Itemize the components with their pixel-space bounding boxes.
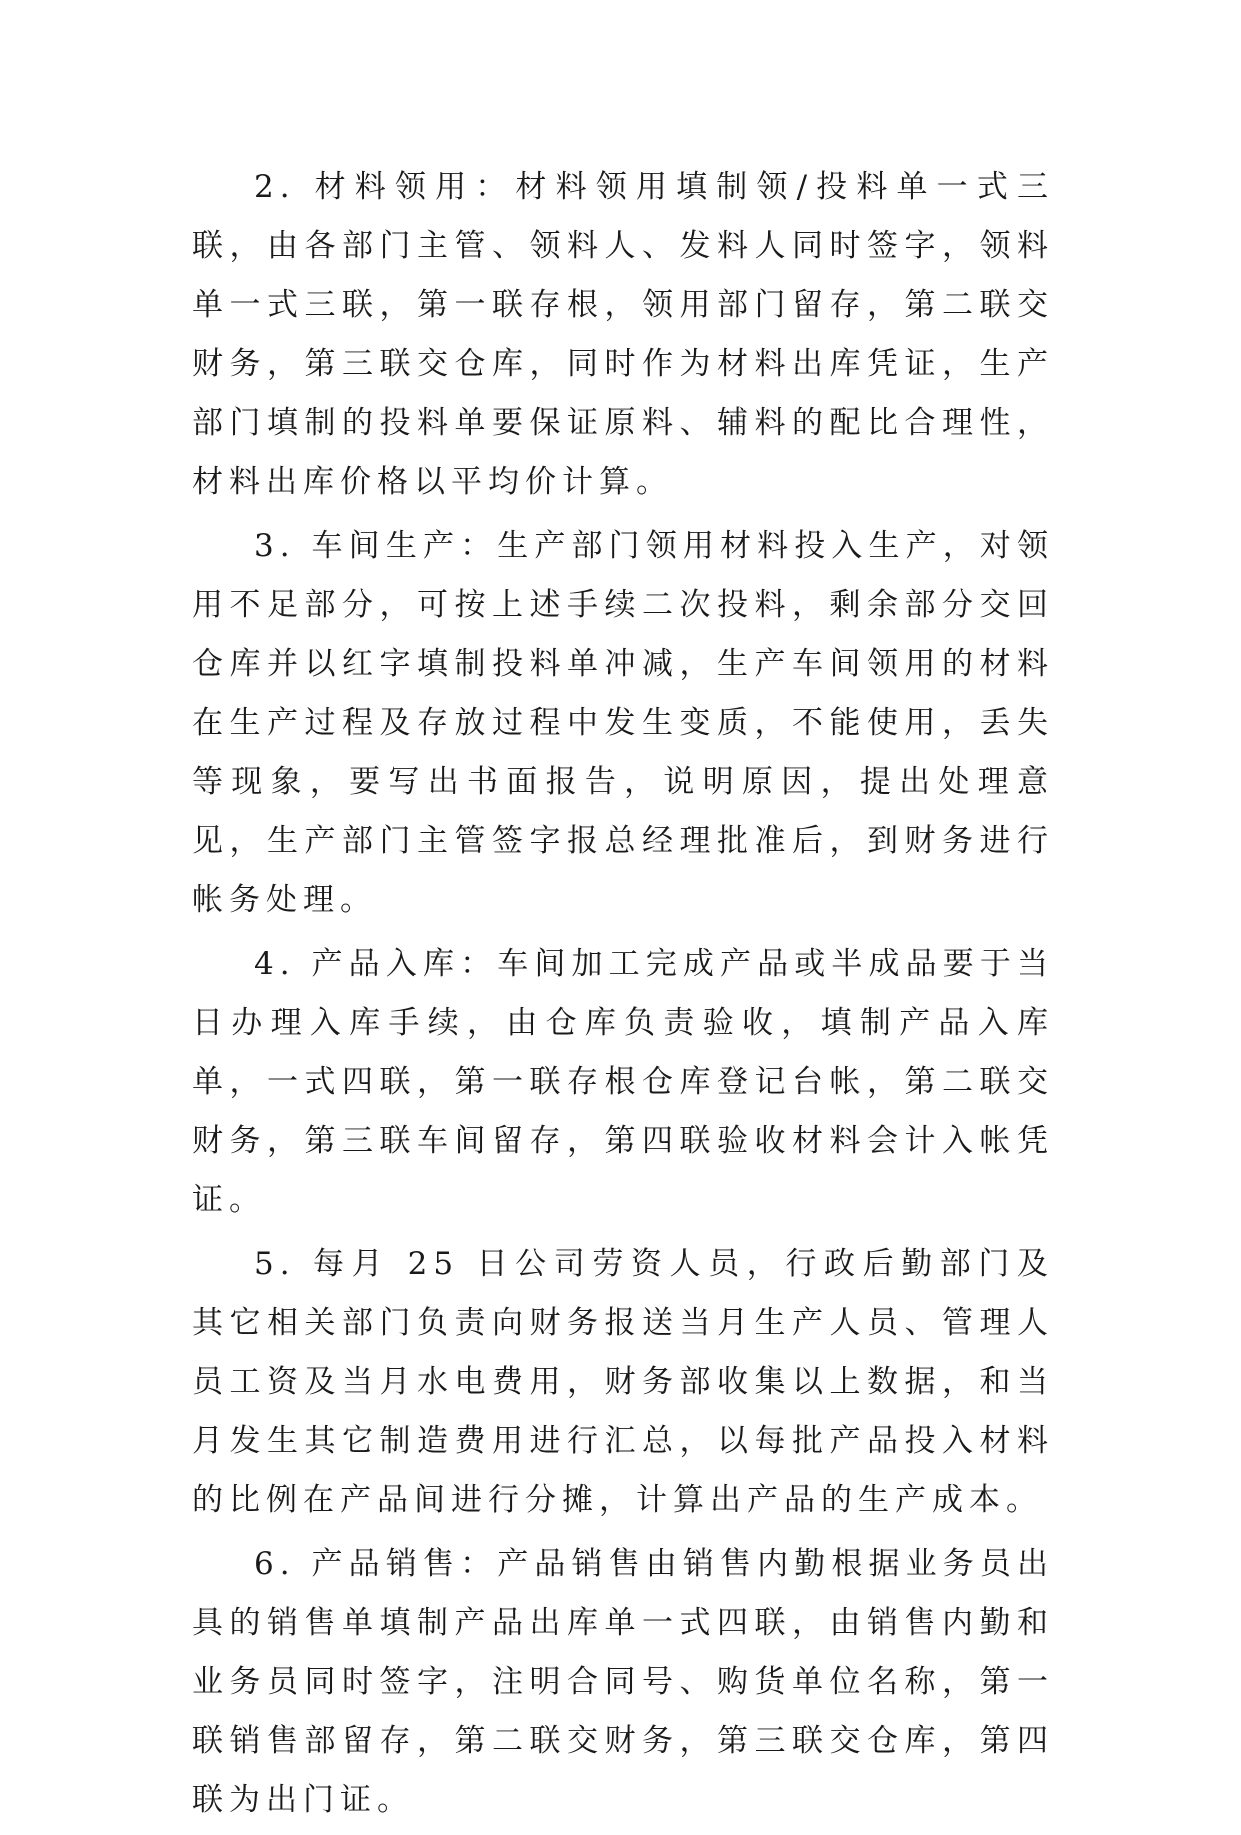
paragraph-workshop-production: 3. 车间生产：生产部门领用材料投入生产，对领用不足部分，可按上述手续二次投料，剩余部分交回仓库并以红字填制投料单冲减，生产车间领用的材料在生产过程及存放过程中发生变质，不能使用，丢失等现象，要写出书面报告，说明原因，提出处理意见，生产部门主管签字报总经理批准后，到财务进行帐务处理。 [192,528,1054,918]
paragraph-product-sales: 6. 产品销售：产品销售由销售内勤根据业务员出具的销售单填制产品出库单一式四联，由销售内勤和业务员同时签字，注明合同号、购货单位名称，第一联销售部留存，第二联交财务，第三联交仓库，第四联为出门证。 [192,1546,1054,1818]
paragraph-material-requisition: 2. 材料领用：材料领用填制领/投料单一式三联，由各部门主管、领料人、发料人同时签字，领料单一式三联，第一联存根，领用部门留存，第二联交财务，第三联交仓库，同时作为材料出库凭证，生产部门填制的投料单要保证原料、辅料的配比合理性，材料出库价格以平均价计算。 [192,169,1054,500]
paragraph-product-warehousing: 4. 产品入库：车间加工完成产品或半成品要于当日办理入库手续，由仓库负责验收，填制产品入库单，一式四联，第一联存根仓库登记台帐，第二联交财务，第三联车间留存，第四联验收材料会计入帐凭证。 [192,946,1054,1218]
paragraph-monthly-cost-calculation: 5. 每月 25 日公司劳资人员，行政后勤部门及其它相关部门负责向财务报送当月生产人员、管理人员工资及当月水电费用，财务部收集以上数据，和当月发生其它制造费用进行汇总，以每批产品投入材料的比例在产品间进行分摊，计算出产品的生产成本。 [192,1246,1054,1518]
document-body [192,158,1054,1835]
